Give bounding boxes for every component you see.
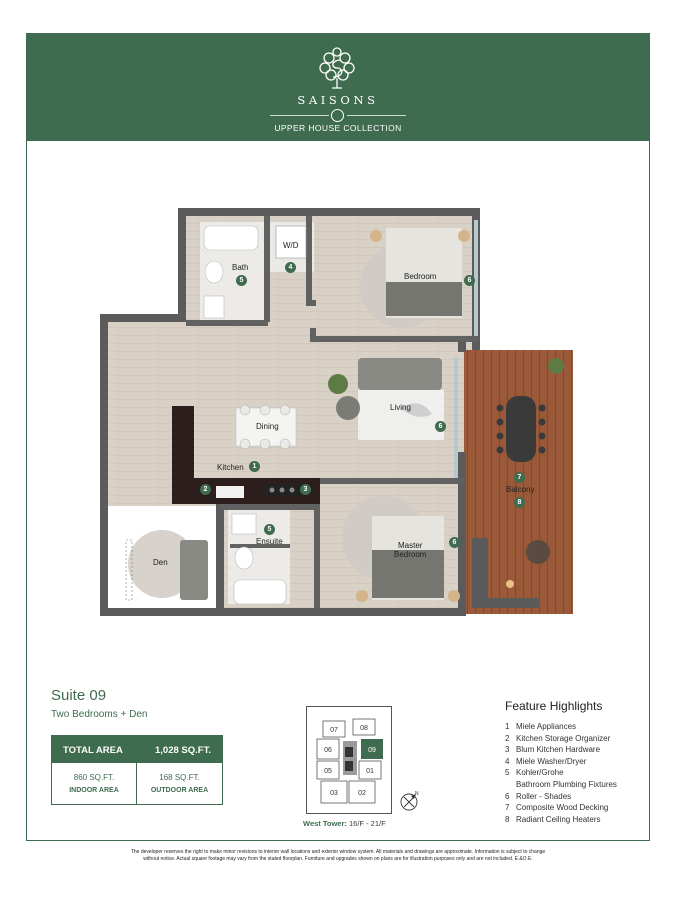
feature-highlights-title: Feature Highlights bbox=[505, 699, 603, 713]
feature-item bbox=[505, 814, 635, 826]
key-unit-label: 02 bbox=[358, 790, 366, 797]
feature-badge: 5 bbox=[236, 275, 247, 286]
saisons-logo-icon bbox=[317, 44, 357, 90]
feature-number: 7 bbox=[505, 803, 510, 813]
feature-badge: 1 bbox=[249, 461, 260, 472]
feature-text: Roller - Shades bbox=[516, 791, 572, 801]
feature-text: Kohler/Grohe bbox=[516, 768, 564, 778]
room-label-bedroom: Bedroom bbox=[404, 272, 437, 281]
floor-plan-drawing bbox=[100, 208, 575, 618]
feature-item bbox=[505, 767, 635, 779]
key-unit-label: 03 bbox=[330, 790, 338, 797]
key-unit-label: 01 bbox=[366, 768, 374, 775]
tower-floors bbox=[303, 819, 386, 828]
feature-number: 4 bbox=[505, 756, 510, 766]
room-label-living: Living bbox=[390, 403, 411, 412]
tower-label: West Tower: bbox=[303, 819, 347, 828]
balcony-deck bbox=[453, 350, 573, 614]
room-label-dining: Dining bbox=[256, 422, 279, 431]
room-label-master-line2: Bedroom bbox=[394, 550, 427, 559]
area-table-header bbox=[52, 736, 222, 763]
area-table bbox=[51, 735, 223, 805]
feature-badge: 3 bbox=[300, 484, 311, 495]
total-area-label: TOTAL AREA bbox=[63, 745, 123, 756]
key-unit-label: 09 bbox=[368, 747, 376, 754]
feature-highlights bbox=[505, 699, 635, 825]
feature-text: Composite Wood Decking bbox=[516, 803, 609, 813]
feature-item bbox=[505, 779, 635, 791]
floor-plan bbox=[100, 208, 575, 618]
outdoor-area-value: 168 SQ.FT. bbox=[159, 773, 200, 782]
feature-number: 5 bbox=[505, 768, 510, 778]
outdoor-area-label: OUTDOOR AREA bbox=[150, 787, 209, 794]
feature-badge: 6 bbox=[464, 275, 475, 286]
key-plan-drawing bbox=[307, 707, 393, 815]
key-plan bbox=[306, 706, 392, 814]
room-label-bath: Bath bbox=[232, 263, 249, 272]
brand-header bbox=[27, 34, 649, 141]
key-unit-label: 06 bbox=[324, 747, 332, 754]
tower-floor-range: 16/F - 21/F bbox=[349, 819, 386, 828]
feature-text: Radiant Ceiling Heaters bbox=[516, 814, 601, 824]
feature-text: Bathroom Plumbing Fixtures bbox=[516, 779, 617, 789]
feature-item bbox=[505, 756, 635, 768]
brand-divider-left bbox=[270, 115, 329, 116]
room-label-kitchen: Kitchen bbox=[217, 463, 244, 472]
brand-name: SAISONS bbox=[297, 93, 379, 107]
feature-number: 8 bbox=[505, 814, 510, 824]
legal-disclaimer bbox=[0, 849, 676, 863]
compass-north-label: N bbox=[415, 791, 419, 797]
feature-item bbox=[505, 791, 635, 803]
disclaimer-line-2: without notice. Actual square footage may vary from the stated floorplan. Furniture and upgrades shown on plans are for illustration purposes only and are not included. E.&O.E. bbox=[143, 856, 533, 862]
seal-icon bbox=[331, 109, 344, 122]
outdoor-area-cell bbox=[137, 763, 222, 804]
feature-text: Kitchen Storage Organizer bbox=[516, 733, 611, 743]
suite-title: Suite 09 bbox=[51, 687, 107, 704]
total-area-value: 1,028 SQ.FT. bbox=[155, 745, 211, 756]
room-label-ensuite: Ensuite bbox=[256, 537, 283, 546]
collection-name: UPPER HOUSE COLLECTION bbox=[274, 123, 402, 133]
suite-subtitle: Two Bedrooms + Den bbox=[51, 709, 148, 720]
feature-number: 3 bbox=[505, 745, 510, 755]
key-unit-label: 08 bbox=[360, 725, 368, 732]
room-label-den: Den bbox=[153, 558, 168, 567]
feature-number: 2 bbox=[505, 733, 510, 743]
north-compass-icon bbox=[398, 790, 420, 812]
feature-badge: 8 bbox=[514, 497, 525, 508]
brand-divider-right bbox=[347, 115, 406, 116]
feature-badge: 2 bbox=[200, 484, 211, 495]
feature-badge: 7 bbox=[514, 472, 525, 483]
feature-item bbox=[505, 721, 635, 733]
key-unit-label: 05 bbox=[324, 768, 332, 775]
room-label-balcony: Balcony bbox=[506, 485, 535, 494]
feature-text: Miele Washer/Dryer bbox=[516, 756, 587, 766]
feature-text: Blum Kitchen Hardware bbox=[516, 745, 601, 755]
feature-badge: 6 bbox=[449, 537, 460, 548]
feature-badge: 5 bbox=[264, 524, 275, 535]
feature-item bbox=[505, 733, 635, 745]
feature-badge: 6 bbox=[435, 421, 446, 432]
feature-text: Miele Appliances bbox=[516, 722, 577, 731]
indoor-area-value: 860 SQ.FT. bbox=[73, 773, 115, 782]
disclaimer-line-1: The developer reserves the right to make minor revisions to interior wall locations and exterior window system. All materials and drawings are approximate. Information is subject to change bbox=[130, 849, 546, 855]
room-label-wd: W/D bbox=[283, 241, 299, 250]
feature-badge: 4 bbox=[285, 262, 296, 273]
indoor-area-cell bbox=[52, 763, 137, 804]
feature-item bbox=[505, 802, 635, 814]
indoor-area-label: INDOOR AREA bbox=[69, 787, 119, 794]
key-unit-label: 07 bbox=[330, 727, 338, 734]
feature-item bbox=[505, 744, 635, 756]
feature-number: 1 bbox=[505, 722, 510, 731]
feature-number: 6 bbox=[505, 791, 510, 801]
room-label-master-line1: Master bbox=[398, 541, 423, 550]
